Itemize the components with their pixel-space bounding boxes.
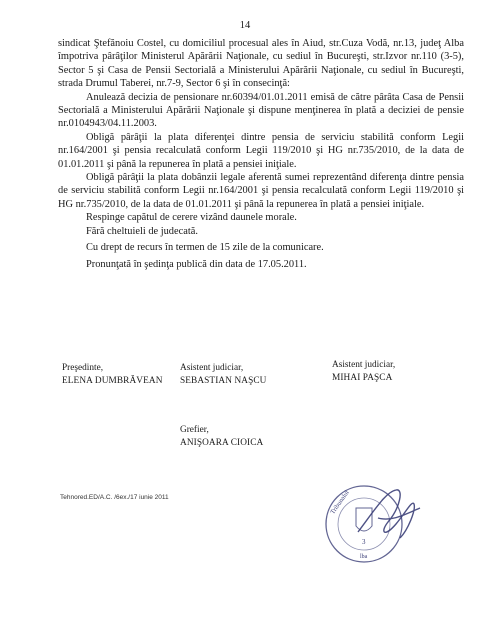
paragraph-pronounced: Pronunţată în şedinţa publică din data de 17.05.2011. <box>86 258 307 270</box>
assistant-2-title: Asistent judiciar, <box>332 360 396 370</box>
assistant-2-name: MIHAI PAŞCA <box>332 373 393 383</box>
paragraph-annulment: Anulează decizia de pensionare nr.60394/01.01.2011 emisă de către pârâta Casa de Pensii Sectorială a Ministerului Apărării Naţionale şi dispune menţinerea în plată a deciziei de pensie nr.0104943/04.11.2003. <box>58 91 464 130</box>
president-title: Preşedinte, <box>62 363 104 373</box>
paragraph-legal-interest: Obligă pârâţii la plata dobânzii legale aferentă sumei reprezentând diferenţa dintre pensia de serviciu stabilită conform Legii nr.164/2001 şi pensia recalculată conform Legii 119/2010 şi HG nr.735/2010, de la data de 01.01.2011 şi până la repunerea în plată a pensiei iniţiale. <box>58 172 464 210</box>
stamp-ring-text-top: Tribunalul <box>329 489 351 516</box>
signature-president <box>62 362 163 388</box>
assistant-1-name: SEBASTIAN NAŞCU <box>180 376 267 386</box>
paragraph-appeal-right: Cu drept de recurs în termen de 15 zile de la comunicare. <box>86 242 324 254</box>
clerk-title: Grefier, <box>180 425 209 435</box>
page-number: 14 <box>239 20 251 31</box>
signature-assistant-1 <box>180 362 266 388</box>
stamp-ring-text-bottom: lba <box>360 554 368 560</box>
clerk-name: ANIŞOARA CIOICA <box>180 438 264 448</box>
typing-reference-note: Tehnored.ED/A.C. /6ex./17 iunie 2011 <box>60 494 169 501</box>
paragraph-rejection: Respinge capătul de cerere vizând daunele morale. <box>86 212 297 224</box>
stamp-number: 3 <box>362 538 366 546</box>
president-name: ELENA DUMBRĂVEAN <box>62 376 163 386</box>
paragraph-pension-difference: Obligă pârâţii la plata diferenţei dintre pensia de serviciu stabilită conform Legii nr.164/2001 şi pensia recalculată conform Legii 119/2010 şi HG nr.735/2010, de la data de 01.01.2011 şi până la repunerea în plată a pensiei iniţiale. <box>58 131 464 170</box>
handwritten-signature <box>358 490 420 538</box>
signature-clerk <box>180 424 263 450</box>
signature-assistant-2 <box>332 359 395 385</box>
paragraph-no-costs: Fără cheltuieli de judecată. <box>86 225 198 237</box>
stamp-coat-of-arms <box>356 508 372 531</box>
court-stamp <box>318 478 430 578</box>
paragraph-parties: sindicat Ştefănoiu Costel, cu domiciliul procesual ales în Aiud, str.Cuza Vodă, nr.13, judeţ Alba împotriva pârâţilor Ministerul Apărării Naţionale, cu sediul în Bucureşti, str.Izvor nr.110 (3-5), Sector 5 şi Casa de Pensii Sectorială a Ministerului Apărării Naţionale, cu sediul în Bucureşti, strada Drumul Taberei, nr.7-9, Sector 6 şi în consecinţă: <box>58 38 464 90</box>
assistant-1-title: Asistent judiciar, <box>180 363 244 373</box>
judgment-text <box>58 37 464 271</box>
